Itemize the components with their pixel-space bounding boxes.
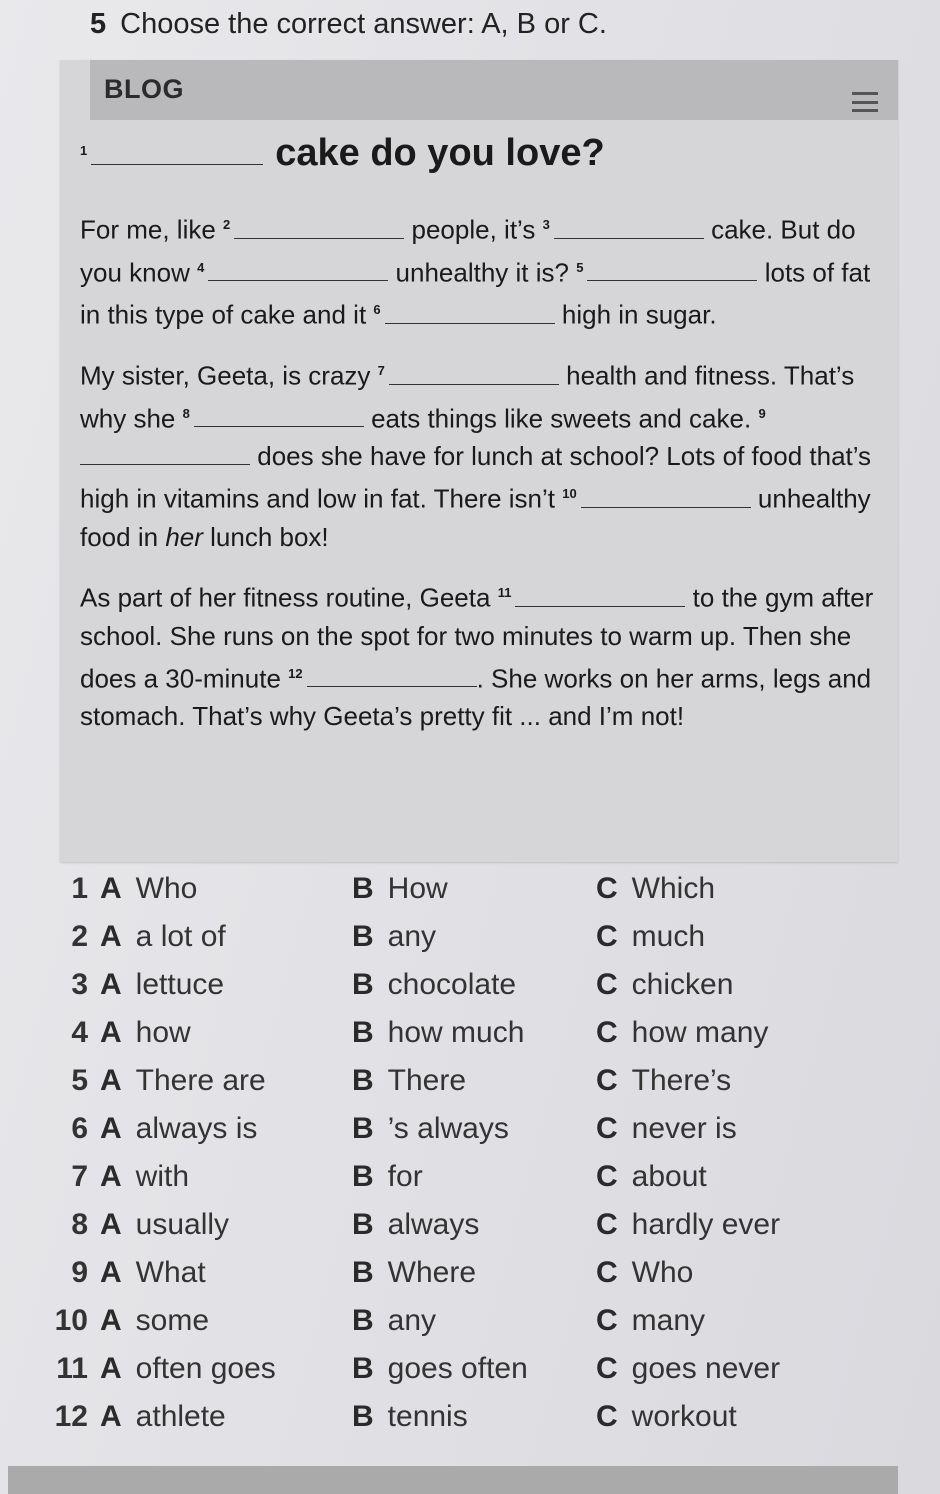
option-11c[interactable]: C goes never xyxy=(596,1352,781,1385)
gap-number-8: 8 xyxy=(182,405,190,421)
gap-number-1: 1 xyxy=(80,143,88,158)
p1-text-2: people, it’s xyxy=(411,214,536,245)
option-1b[interactable]: B How xyxy=(352,872,448,905)
p2-text-5: unhealthy food in xyxy=(80,483,871,552)
option-5b[interactable]: B There xyxy=(352,1064,467,1097)
answer-number: 7 xyxy=(71,1160,88,1193)
answer-row-2 xyxy=(36,920,836,968)
answer-number: 9 xyxy=(71,1256,88,1289)
blog-header xyxy=(90,60,898,120)
paragraph-2 xyxy=(80,352,880,556)
option-2b[interactable]: B any xyxy=(352,920,437,953)
exercise-instruction: Choose the correct answer: A, B or C. xyxy=(120,8,607,40)
answer-number: 11 xyxy=(56,1352,88,1385)
p2-text-1: My sister, Geeta, is crazy xyxy=(80,360,371,391)
answer-row-12 xyxy=(36,1400,836,1448)
option-8b[interactable]: B always xyxy=(352,1208,480,1241)
gap-number-5: 5 xyxy=(576,259,584,275)
option-8a[interactable]: A usually xyxy=(100,1208,230,1241)
option-3a[interactable]: A lettuce xyxy=(100,968,225,1001)
gap-6-blank xyxy=(385,297,555,324)
gap-number-4: 4 xyxy=(197,259,205,275)
option-12c[interactable]: C workout xyxy=(596,1400,737,1433)
hamburger-menu-icon xyxy=(852,92,878,112)
option-10b[interactable]: B any xyxy=(352,1304,437,1337)
option-12a[interactable]: A athlete xyxy=(100,1400,226,1433)
blog-label: BLOG xyxy=(104,74,184,104)
p1-text-6: high in sugar. xyxy=(561,299,717,330)
gap-5-blank xyxy=(587,254,757,281)
answer-options xyxy=(36,872,836,1448)
option-6a[interactable]: A always is xyxy=(100,1112,258,1145)
option-7c[interactable]: C about xyxy=(596,1160,707,1193)
option-6b[interactable]: B ’s always xyxy=(352,1112,509,1145)
p2-text-2: health and fitness. That’s why she xyxy=(80,360,855,434)
answer-number: 6 xyxy=(71,1112,88,1145)
gap-10-blank xyxy=(581,481,751,508)
gap-number-11: 11 xyxy=(497,584,512,600)
option-11a[interactable]: A often goes xyxy=(100,1352,276,1385)
answer-row-8 xyxy=(36,1208,836,1256)
blog-heading-line xyxy=(80,132,880,188)
gap-9-blank xyxy=(80,438,250,465)
answer-row-6 xyxy=(36,1112,836,1160)
option-9a[interactable]: A What xyxy=(100,1256,206,1289)
gap-7-blank xyxy=(389,358,559,385)
gap-1-blank xyxy=(91,138,263,165)
option-3c[interactable]: C chicken xyxy=(596,968,734,1001)
option-10a[interactable]: A some xyxy=(100,1304,210,1337)
p3-text-1: As part of her fitness routine, Geeta xyxy=(80,582,491,613)
option-11b[interactable]: B goes often xyxy=(352,1352,528,1385)
gap-number-9: 9 xyxy=(758,405,766,421)
gap-3-blank xyxy=(554,212,704,239)
p2-text-3: eats things like sweets and cake. xyxy=(371,403,752,434)
gap-8-blank xyxy=(194,400,364,427)
answer-number: 8 xyxy=(71,1208,88,1241)
gap-number-2: 2 xyxy=(223,217,231,232)
answer-number: 12 xyxy=(54,1400,88,1433)
option-10c[interactable]: C many xyxy=(596,1304,706,1337)
option-6c[interactable]: C never is xyxy=(596,1112,737,1145)
p2-text-6: lunch box! xyxy=(210,521,329,552)
answer-row-7 xyxy=(36,1160,836,1208)
option-2c[interactable]: C much xyxy=(596,920,706,953)
option-4a[interactable]: A how xyxy=(100,1016,191,1049)
p2-text-4: does she have for lunch at school? Lots of food that’s high in vitamins and low in fat. There isn’t xyxy=(80,441,872,514)
answer-row-3 xyxy=(36,968,836,1016)
option-2a[interactable]: A a lot of xyxy=(100,920,226,953)
answer-number: 1 xyxy=(71,872,88,905)
p1-text-5: lots of fat in this type of cake and it xyxy=(80,257,871,330)
option-9c[interactable]: C Who xyxy=(596,1256,694,1289)
gap-2-blank xyxy=(234,212,404,239)
p1-text-4: unhealthy it is? xyxy=(395,257,569,288)
answer-number: 4 xyxy=(71,1016,88,1049)
gap-12-blank xyxy=(307,660,477,687)
option-1c[interactable]: C Which xyxy=(596,872,716,905)
page-edge-strip xyxy=(8,1466,898,1494)
answer-number: 2 xyxy=(71,920,88,953)
blog-heading: cake do you love? xyxy=(275,131,605,174)
paragraph-3 xyxy=(80,574,880,735)
p1-text-3: cake. But do you know xyxy=(80,214,856,288)
p3-text-2: to the gym after school. She runs on the spot for two minutes to warm up. Then she does a 30-minute xyxy=(80,582,874,694)
gap-number-6: 6 xyxy=(373,302,381,318)
answer-row-1 xyxy=(36,872,836,920)
option-7b[interactable]: B for xyxy=(352,1160,423,1193)
option-8c[interactable]: C hardly ever xyxy=(596,1208,781,1241)
gap-number-7: 7 xyxy=(377,362,385,378)
option-5c[interactable]: C There’s xyxy=(596,1064,732,1097)
option-5a[interactable]: A There are xyxy=(100,1064,266,1097)
answer-number: 5 xyxy=(71,1064,88,1097)
exercise-title xyxy=(90,8,607,41)
option-1a[interactable]: A Who xyxy=(100,872,198,905)
paragraph-1 xyxy=(80,206,880,334)
answer-number: 3 xyxy=(71,968,88,1001)
answer-row-9 xyxy=(36,1256,836,1304)
gap-number-10: 10 xyxy=(562,486,577,502)
p2-text-her: her xyxy=(165,521,203,552)
blog-card xyxy=(60,60,898,862)
option-4c[interactable]: C how many xyxy=(596,1016,769,1049)
option-3b[interactable]: B chocolate xyxy=(352,968,517,1001)
gap-4-blank xyxy=(208,254,388,281)
answer-number: 10 xyxy=(54,1304,88,1337)
gap-number-3: 3 xyxy=(542,217,550,232)
p3-text-3: . She works on her arms, legs and stomach. That’s why Geeta’s pretty fit ... and I’m not! xyxy=(80,663,872,732)
gap-11-blank xyxy=(515,580,685,607)
p1-text-1: For me, like xyxy=(80,214,216,245)
option-7a[interactable]: A with xyxy=(100,1160,190,1193)
blog-body xyxy=(80,132,880,735)
answer-row-4 xyxy=(36,1016,836,1064)
answer-row-10 xyxy=(36,1304,836,1352)
answer-row-5 xyxy=(36,1064,836,1112)
exercise-number: 5 xyxy=(90,8,107,40)
option-9b[interactable]: B Where xyxy=(352,1256,477,1289)
answer-row-11 xyxy=(36,1352,836,1400)
gap-number-12: 12 xyxy=(288,665,303,681)
option-12b[interactable]: B tennis xyxy=(352,1400,468,1433)
option-4b[interactable]: B how much xyxy=(352,1016,525,1049)
